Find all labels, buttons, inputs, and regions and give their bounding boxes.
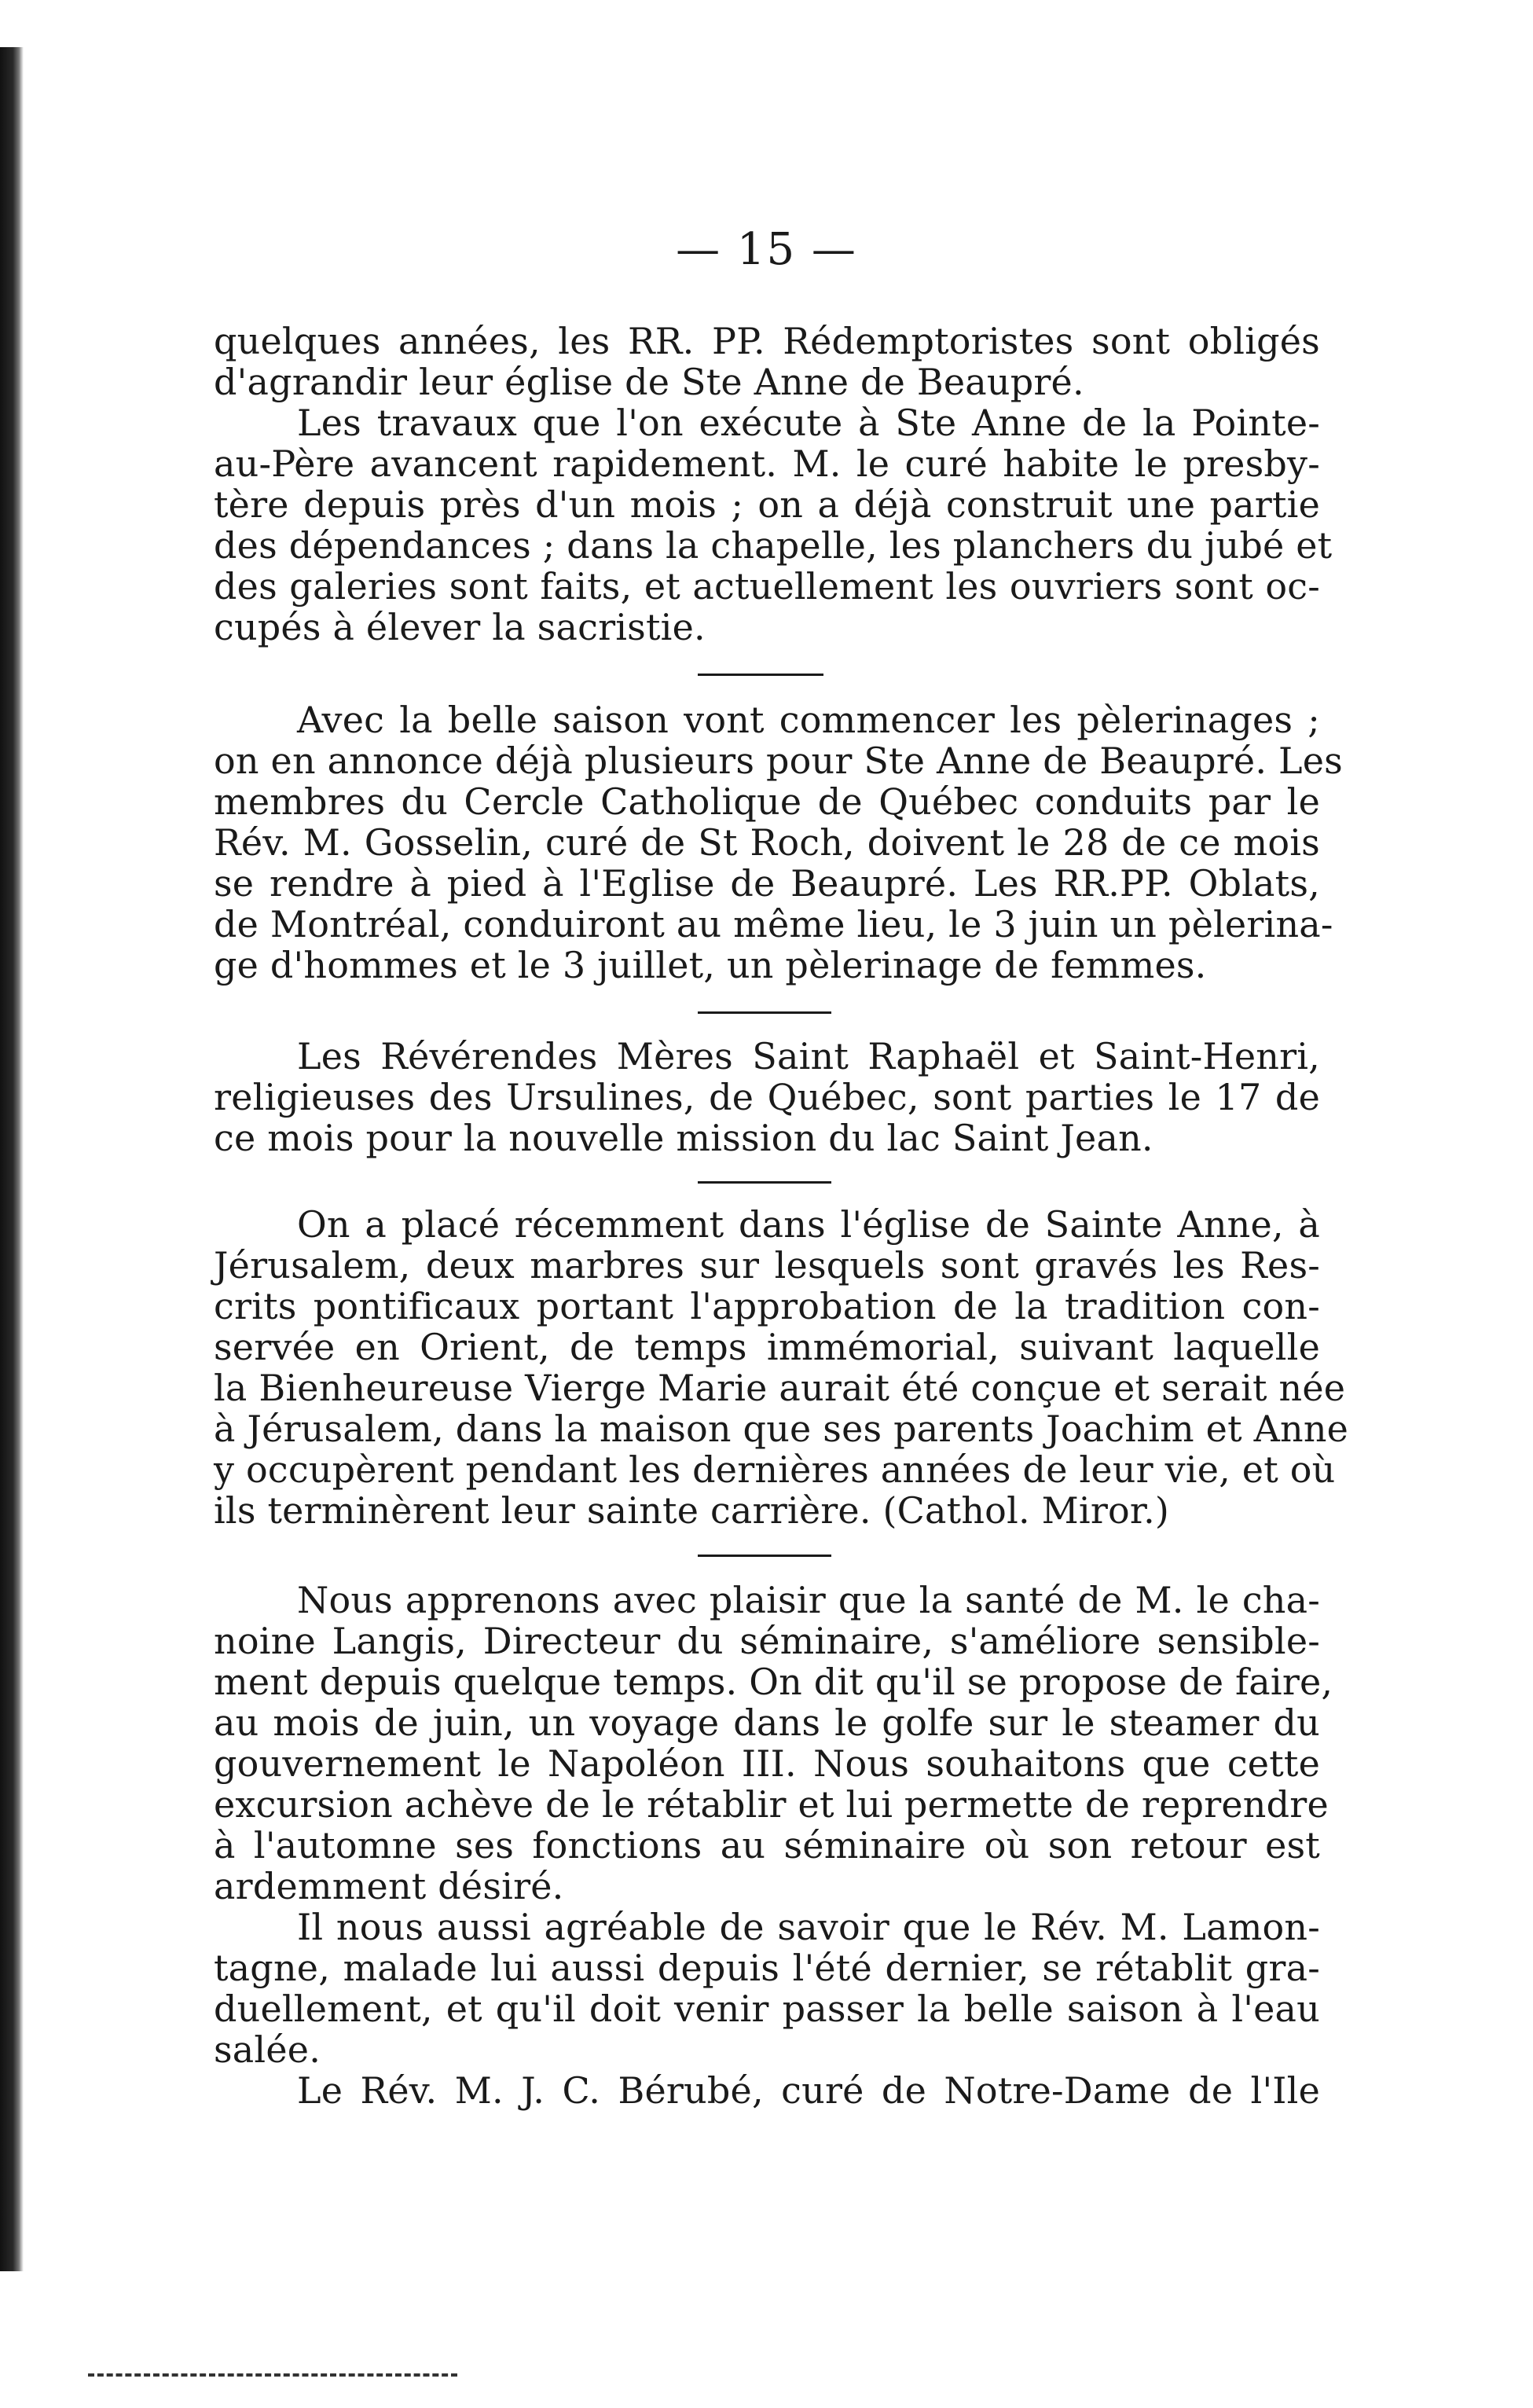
section-divider: [698, 1181, 831, 1184]
text-line: duellement, et qu'il doit venir passer la belle saison à l'eau: [214, 1988, 1320, 2030]
text-line: Les Révérendes Mères Saint Raphaël et Saint-Henri,: [297, 1035, 1320, 1077]
text-line: au mois de juin, un voyage dans le golfe sur le steamer du: [214, 1701, 1320, 1744]
text-line: se rendre à pied à l'Eglise de Beaupré. Les RR.PP. Oblats,: [214, 862, 1320, 905]
section-divider: [698, 1011, 831, 1014]
section-divider: [698, 674, 823, 676]
text-line: ils terminèrent leur sainte carrière. (Cathol. Miror.): [214, 1489, 1170, 1532]
text-line: religieuses des Ursulines, de Québec, sont parties le 17 de: [214, 1076, 1320, 1118]
paragraph-pilgrimages: [214, 699, 1343, 986]
text-line: Jérusalem, deux marbres sur lesquels sont gravés les Res-: [214, 1244, 1320, 1287]
paragraph-continuation: [214, 321, 1320, 402]
text-line: gouvernement le Napoléon III. Nous souhaitons que cette: [214, 1742, 1320, 1785]
text-line: crits pontificaux portant l'approbation de la tradition con-: [214, 1285, 1320, 1327]
text-line: la Bienheureuse Vierge Marie aurait été conçue et serait née: [214, 1367, 1346, 1409]
text-line: servée en Orient, de temps immémorial, suivant laquelle: [214, 1326, 1320, 1368]
text-line: d'agrandir leur église de Ste Anne de Beaupré.: [214, 361, 1084, 403]
text-line: Les travaux que l'on exécute à Ste Anne de la Pointe-: [297, 402, 1320, 444]
paragraph-berube: [214, 2070, 1320, 2111]
text-line: à l'automne ses fonctions au séminaire où son retour est: [214, 1824, 1320, 1867]
text-line: tagne, malade lui aussi depuis l'été dernier, se rétablit gra-: [214, 1947, 1320, 1989]
text-line: y occupèrent pendant les dernières années de leur vie, et où: [214, 1448, 1336, 1491]
paragraph-lamontagne: [214, 1907, 1320, 2070]
text-line: excursion achève de le rétablir et lui permette de reprendre: [214, 1783, 1329, 1826]
text-line: salée.: [214, 2028, 321, 2071]
text-line: à Jérusalem, dans la maison que ses parents Joachim et Anne: [214, 1408, 1349, 1450]
paragraph-ursulines: [214, 1036, 1320, 1158]
text-line: des dépendances ; dans la chapelle, les planchers du jubé et: [214, 524, 1333, 567]
text-line: cupés à élever la sacristie.: [214, 606, 706, 648]
text-line: Rév. M. Gosselin, curé de St Roch, doivent le 28 de ce mois: [214, 821, 1320, 864]
text-line: Avec la belle saison vont commencer les pèlerinages ;: [297, 699, 1320, 741]
paragraph-langis: [214, 1579, 1333, 1907]
text-line: au-Père avancent rapidement. M. le curé habite le presby-: [214, 442, 1320, 485]
text-line: tère depuis près d'un mois ; on a déjà construit une partie: [214, 483, 1320, 526]
text-line: noine Langis, Directeur du séminaire, s'améliore sensible-: [214, 1620, 1320, 1662]
text-line: ardemment désiré.: [214, 1865, 564, 1907]
text-line: des galeries sont faits, et actuellement les ouvriers sont oc-: [214, 565, 1320, 608]
scan-edge-strip: [0, 47, 24, 2271]
text-line: quelques années, les RR. PP. Rédemptoristes sont obligés: [214, 320, 1320, 362]
page-number: — 15 —: [676, 224, 857, 275]
text-line: Il nous aussi agréable de savoir que le Rév. M. Lamon-: [297, 1906, 1320, 1948]
text-line: Nous apprenons avec plaisir que la santé de M. le cha-: [297, 1579, 1320, 1621]
text-line: Le Rév. M. J. C. Bérubé, curé de Notre-Dame de l'Ile: [297, 2069, 1320, 2112]
text-line: ce mois pour la nouvelle mission du lac Saint Jean.: [214, 1117, 1153, 1159]
text-line: ment depuis quelque temps. On dit qu'il se propose de faire,: [214, 1661, 1333, 1703]
section-divider: [698, 1555, 831, 1557]
text-line: On a placé récemment dans l'église de Sainte Anne, à: [297, 1203, 1320, 1246]
text-line: de Montréal, conduiront au même lieu, le 3 juin un pèlerina-: [214, 903, 1333, 945]
paragraph-jerusalem: [214, 1203, 1349, 1532]
text-line: ge d'hommes et le 3 juillet, un pèlerinage de femmes.: [214, 944, 1207, 986]
scan-footer-mark: [88, 2373, 457, 2377]
paragraph-pointe-au-pere: [214, 402, 1333, 648]
text-line: membres du Cercle Catholique de Québec conduits par le: [214, 780, 1320, 823]
text-line: on en annonce déjà plusieurs pour Ste Anne de Beaupré. Les: [214, 740, 1343, 782]
